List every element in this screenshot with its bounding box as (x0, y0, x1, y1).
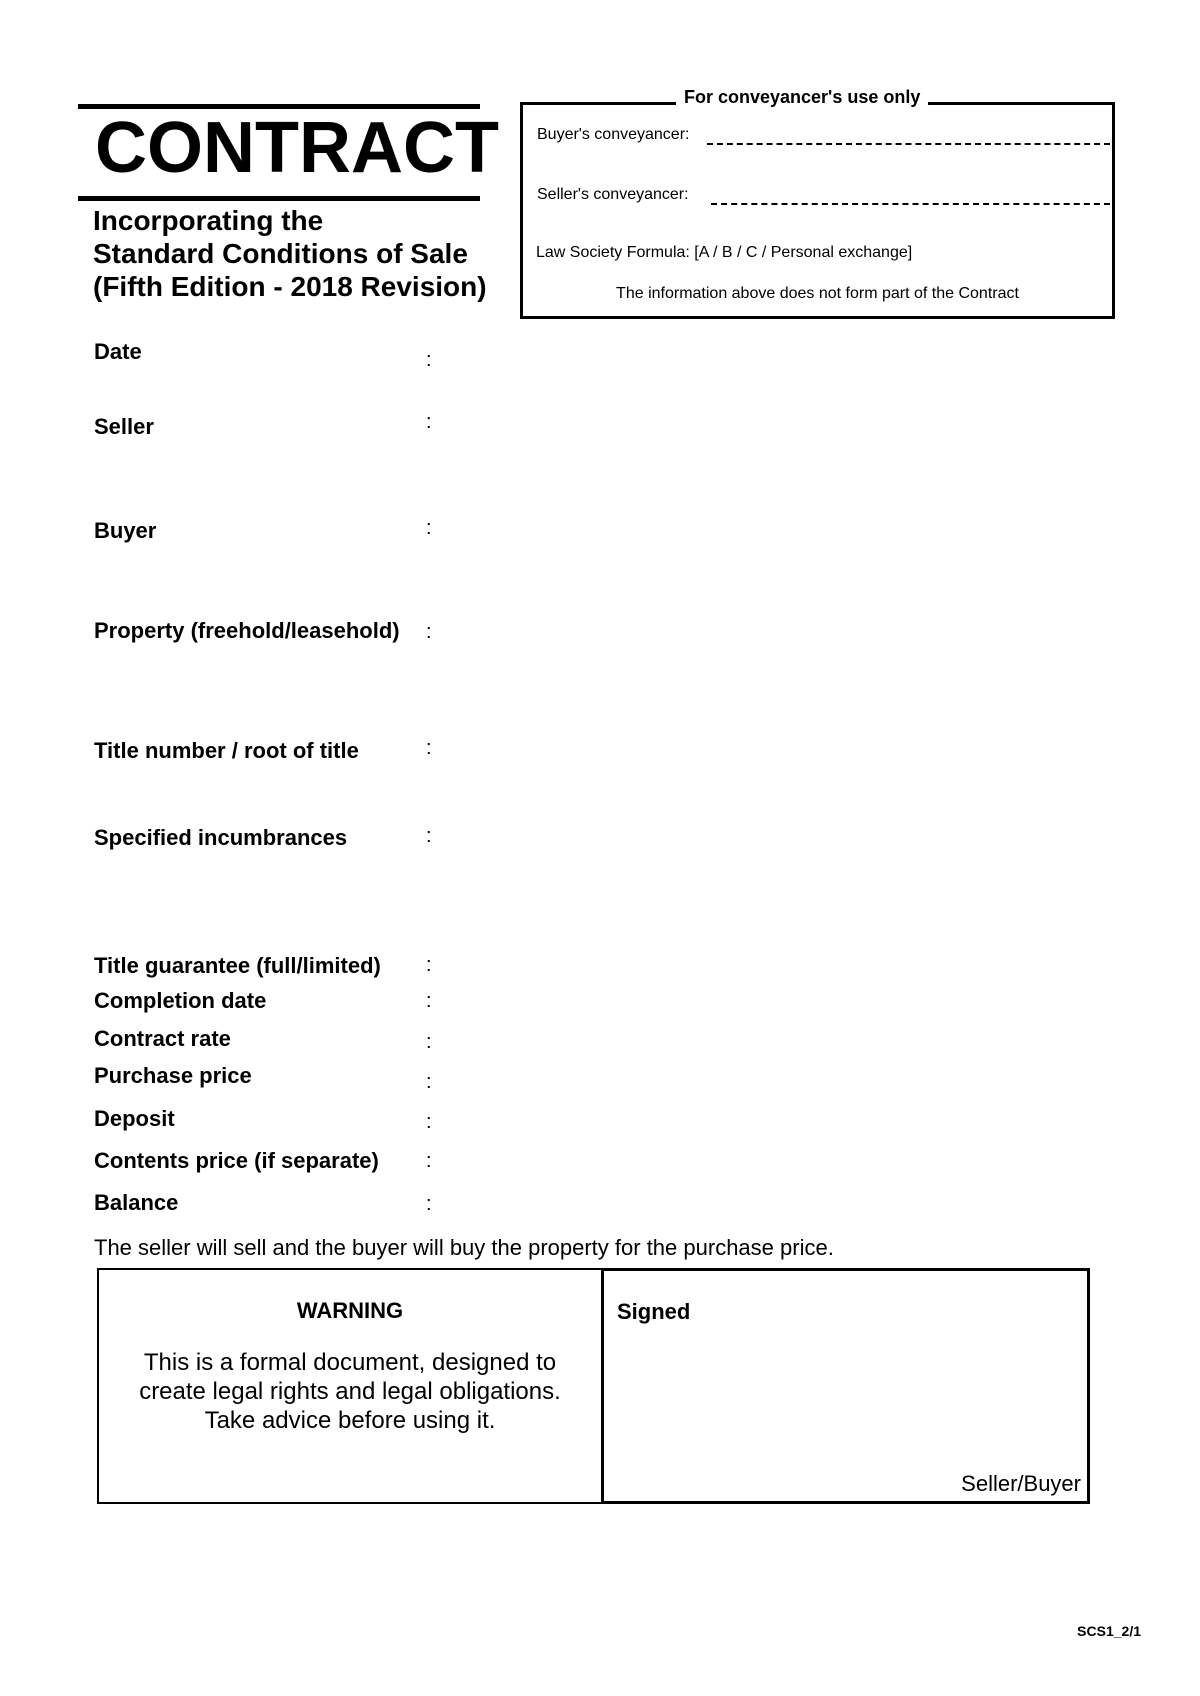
field-colon-title-number: : (426, 737, 432, 759)
title-rule-bottom (78, 196, 480, 201)
sale-statement: The seller will sell and the buyer will buy the property for the purchase price. (94, 1235, 834, 1260)
sellers-conveyancer-label: Seller's conveyancer: (537, 186, 689, 203)
field-colon-specified-incumbrances: : (426, 825, 432, 847)
field-colon-completion-date: : (426, 990, 432, 1012)
field-colon-date: : (426, 349, 432, 371)
field-colon-balance: : (426, 1193, 432, 1215)
field-label-completion-date: Completion date (94, 988, 267, 1013)
field-colon-purchase-price: : (426, 1071, 432, 1093)
field-label-contents-price: Contents price (if separate) (94, 1148, 379, 1173)
field-colon-property: : (426, 621, 432, 643)
buyers-conveyancer-label: Buyer's conveyancer: (537, 126, 690, 143)
field-label-contract-rate: Contract rate (94, 1026, 231, 1051)
warning-title: WARNING (296, 1298, 404, 1323)
warning-line-2: create legal rights and legal obligations. (139, 1378, 561, 1405)
field-label-property: Property (freehold/leasehold) (94, 618, 400, 643)
field-colon-deposit: : (426, 1111, 432, 1133)
signature-box[interactable] (601, 1268, 1090, 1504)
subtitle-line-3: (Fifth Edition - 2018 Revision) (93, 271, 487, 302)
field-label-title-guarantee: Title guarantee (full/limited) (94, 953, 381, 978)
subtitle-line-2: Standard Conditions of Sale (93, 238, 468, 269)
sellers-conveyancer-field[interactable] (711, 203, 1110, 205)
field-colon-contract-rate: : (426, 1031, 432, 1053)
conveyancer-legend: For conveyancer's use only (676, 86, 928, 108)
warning-line-1: This is a formal document, designed to (143, 1349, 557, 1376)
field-colon-seller: : (426, 411, 432, 433)
field-colon-title-guarantee: : (426, 954, 432, 976)
field-label-title-number: Title number / root of title (94, 738, 359, 763)
signed-label: Signed (617, 1299, 691, 1324)
field-colon-contents-price: : (426, 1150, 432, 1172)
field-colon-buyer: : (426, 517, 432, 539)
subtitle-line-1: Incorporating the (93, 205, 324, 236)
law-society-formula: Law Society Formula: [A / B / C / Personal exchange] (536, 244, 913, 261)
page-title: CONTRACT (95, 108, 499, 188)
buyers-conveyancer-field[interactable] (707, 143, 1110, 145)
field-label-deposit: Deposit (94, 1106, 175, 1131)
warning-line-3: Take advice before using it. (204, 1407, 496, 1434)
field-label-buyer: Buyer (94, 518, 157, 543)
field-label-seller: Seller (94, 414, 154, 439)
field-label-balance: Balance (94, 1190, 179, 1215)
conveyancer-note: The information above does not form part of the Contract (616, 285, 1019, 302)
warning-text (99, 1348, 601, 1435)
form-code: SCS1_2/1 (1077, 1623, 1141, 1639)
warning-box (97, 1268, 603, 1504)
field-label-specified-incumbrances: Specified incumbrances (94, 825, 348, 850)
field-label-purchase-price: Purchase price (94, 1063, 252, 1088)
signed-party: Seller/Buyer (961, 1471, 1081, 1496)
field-label-date: Date (94, 339, 142, 364)
subtitle (93, 204, 487, 303)
